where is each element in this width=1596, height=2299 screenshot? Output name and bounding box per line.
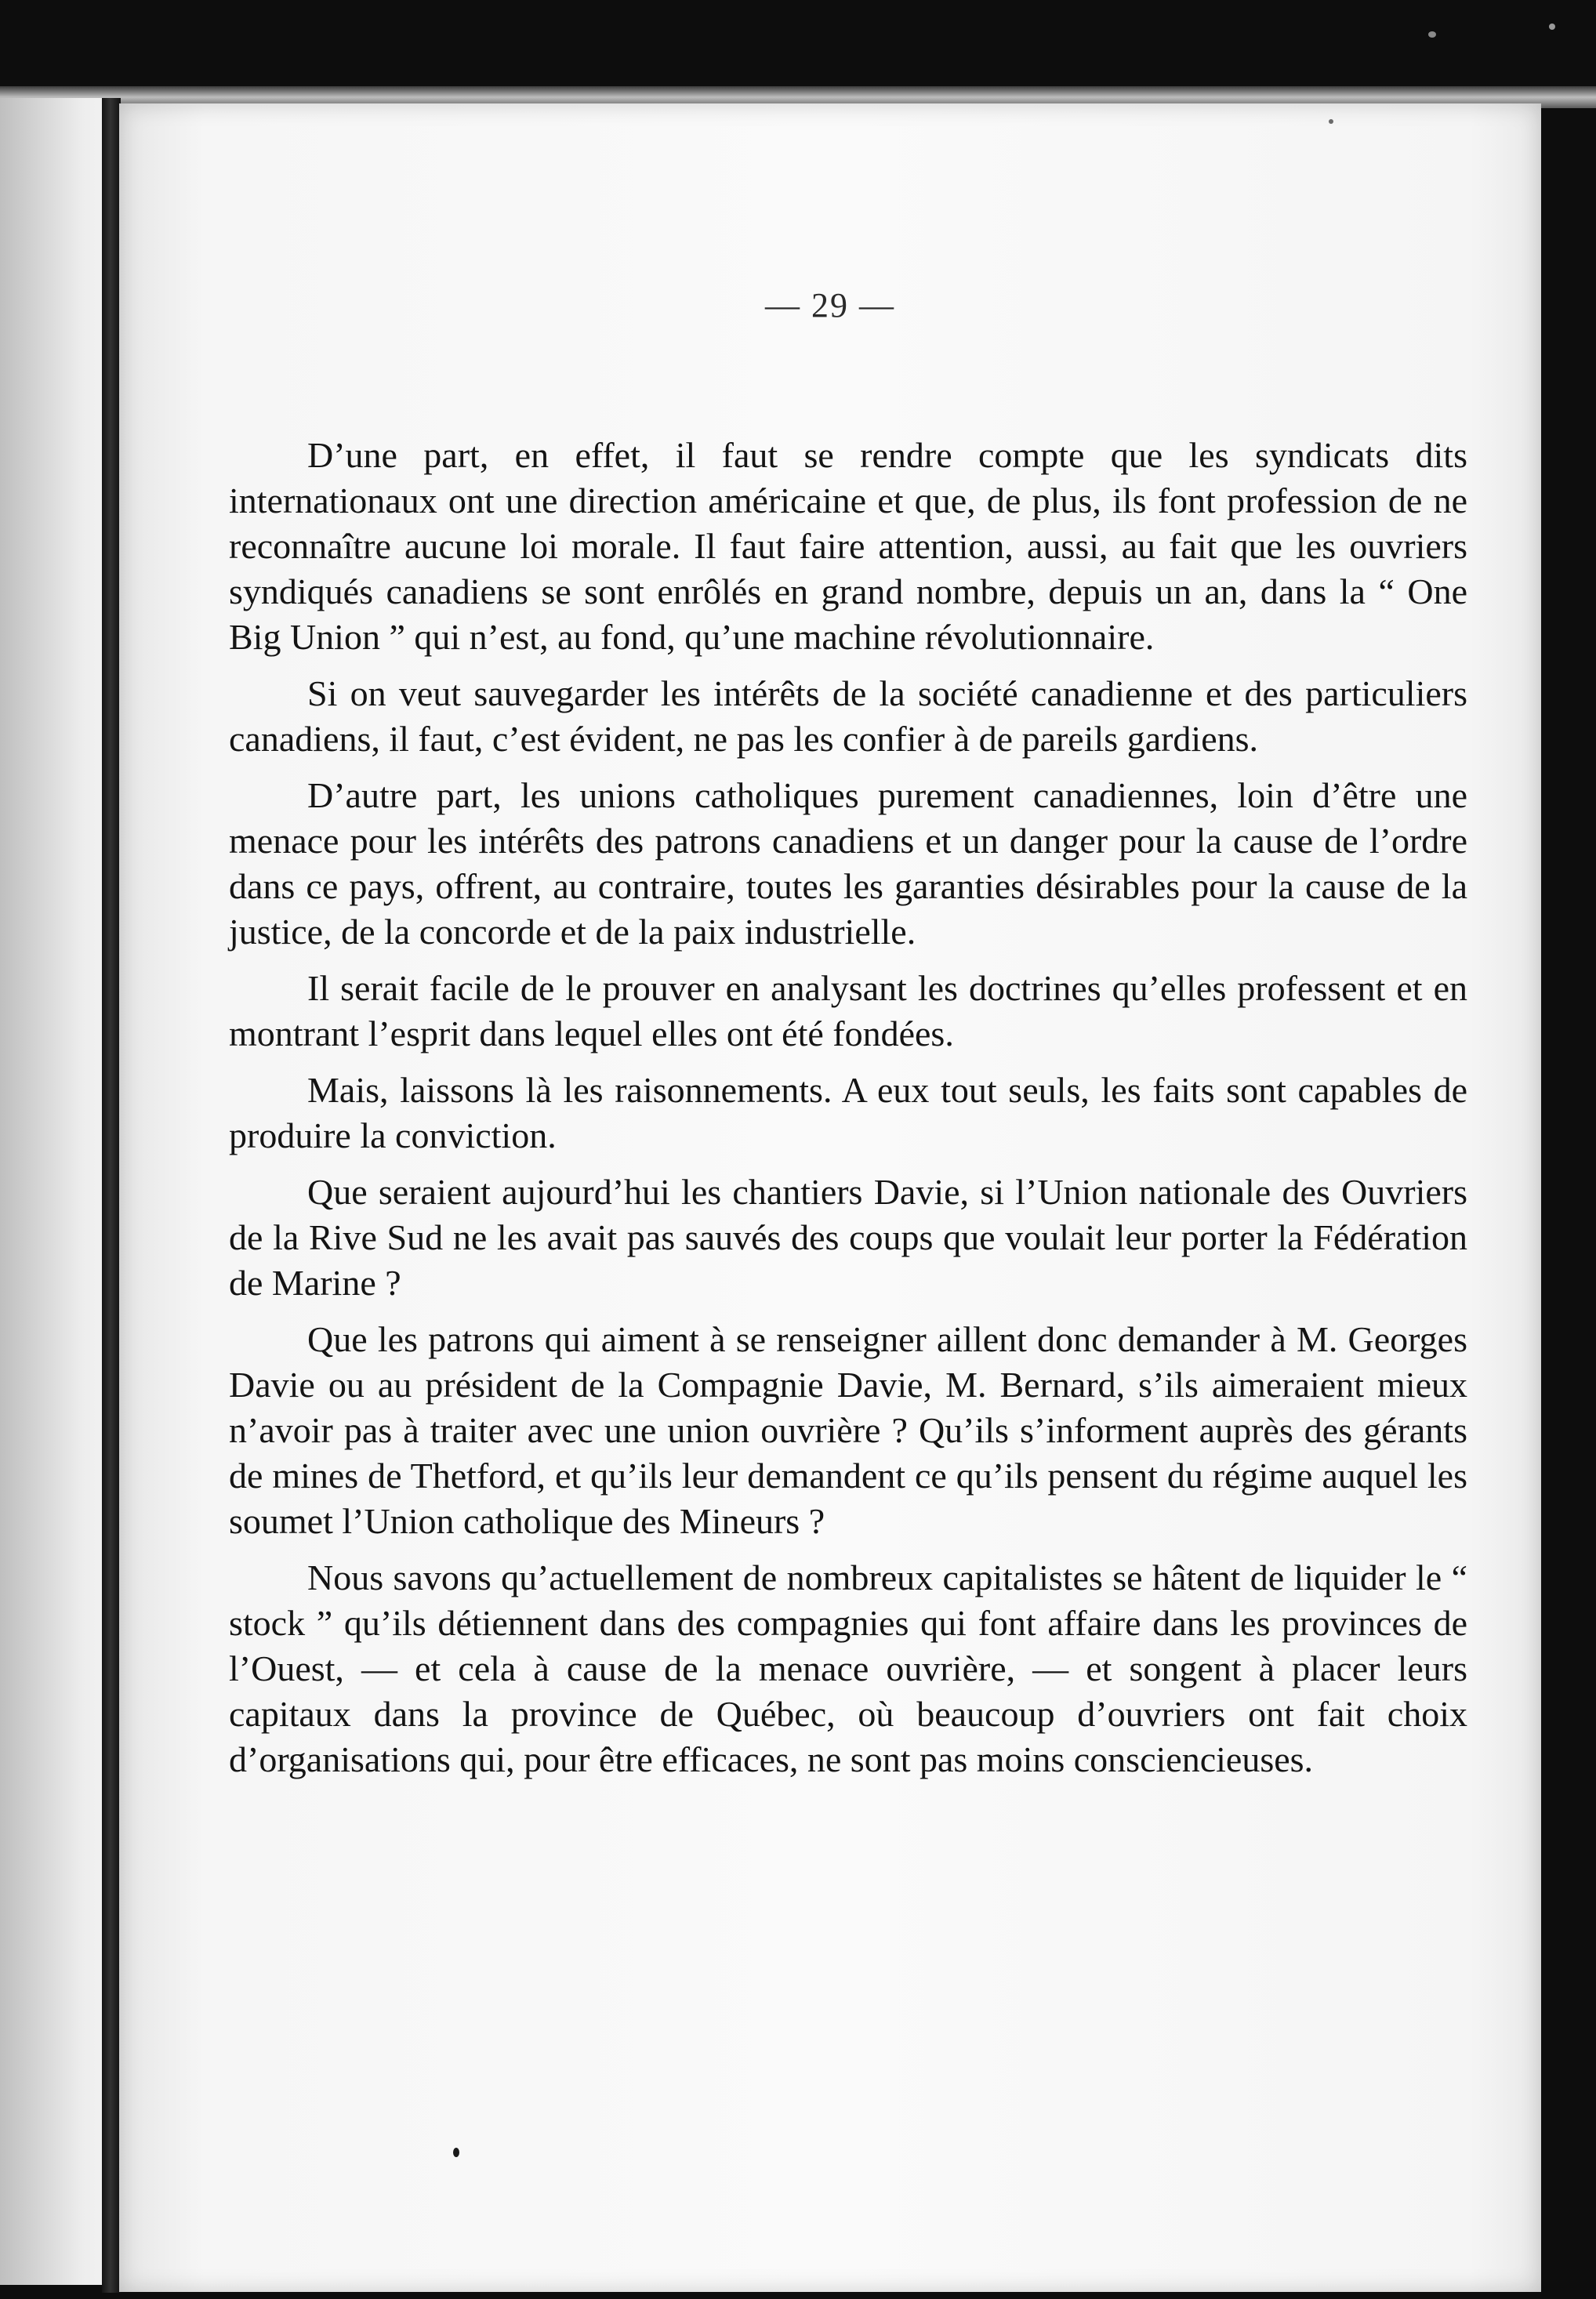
- ink-speck: [453, 2148, 459, 2157]
- paragraph: Mais, laissons là les raisonnements. A eux tout seuls, les faits sont capables de produire la conviction.: [229, 1070, 1467, 1155]
- book-page: [119, 103, 1541, 2292]
- paragraph: Il serait facile de le prouver en analysant les doctrines qu’elles professent et en montrant l’esprit dans lequel elles ont été fondées.: [229, 968, 1467, 1053]
- film-speck: [1428, 31, 1436, 38]
- film-speck: [1329, 119, 1333, 124]
- film-speck: [1549, 24, 1555, 30]
- body-text: [229, 433, 1467, 1793]
- page-number: — 29 —: [765, 286, 895, 325]
- book-binding-shadow: [102, 98, 121, 2293]
- paragraph: Si on veut sauvegarder les intérêts de la société canadienne et des particuliers canadiens, il faut, c’est évident, ne pas les confier à de pareils gardiens.: [229, 673, 1467, 759]
- paragraph: D’autre part, les unions catholiques purement canadiennes, loin d’être une menace pour les intérêts des patrons canadiens et un danger pour la cause de l’ordre dans ce pays, offrent, au contraire, toutes les garanties désirables pour la cause de la justice, de la concorde et de la paix industrielle.: [229, 775, 1467, 952]
- paragraph: Nous savons qu’actuellement de nombreux capitalistes se hâtent de liquider le “ stock ” qu’ils détiennent dans des compagnies qui font affaire dans les provinces de l’Ouest, — et cela à cause de la menace ouvrière, — et songent à placer leurs capitaux dans la province de Québec, où beaucoup d’ouvriers ont fait choix d’organisations qui, pour être efficaces, ne sont pas moins consciencieuses.: [229, 1557, 1467, 1779]
- facing-page-edge: [0, 98, 118, 2285]
- paragraph: Que seraient aujourd’hui les chantiers Davie, si l’Union nationale des Ouvriers de la Rive Sud ne les avait pas sauvés des coups que voulait leur porter la Fédération de Marine ?: [229, 1172, 1467, 1303]
- paragraph: D’une part, en effet, il faut se rendre compte que les syndicats dits internationaux ont une direction américaine et que, de plus, ils font profession de ne reconnaître aucune loi morale. Il faut faire attention, aussi, au fait que les ouvriers syndiqués canadiens se sont enrôlés en grand nombre, depuis un an, dans la “ One Big Union ” qui n’est, au fond, qu’une machine révolutionnaire.: [229, 435, 1467, 657]
- paragraph: Que les patrons qui aiment à se renseigner aillent donc demander à M. Georges Davie ou au président de la Compagnie Davie, M. Bernard, s’ils aimeraient mieux n’avoir pas à traiter avec une union ouvrière ? Qu’ils s’informent auprès des gérants de mines de Thetford, et qu’ils leur demandent ce qu’ils pensent du régime auquel les soumet l’Union catholique des Mineurs ?: [229, 1319, 1467, 1541]
